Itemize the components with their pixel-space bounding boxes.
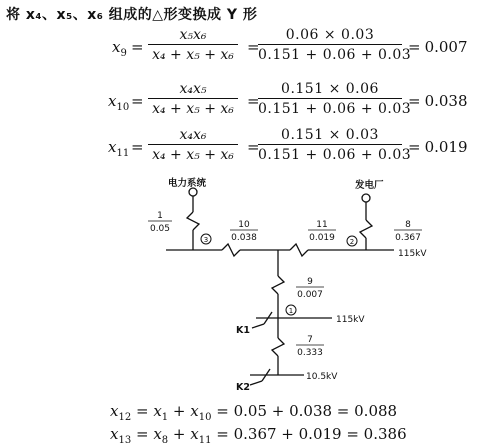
symbolic-fraction: $\frac{\text{x₅x₆}}{\text{x₄ + x₅ + x₆}}$ [148, 27, 238, 63]
fault-k1-label: K1 [236, 325, 250, 336]
equation-x12-expr: = 0.05 + 0.038 = 0.088 [216, 402, 398, 420]
numeric-fraction: $\frac{0.06 \times 0.03}{0.151 + 0.06 + 0.03}$ [258, 27, 412, 63]
impedance-x7-icon [272, 338, 284, 356]
impedance-x1-icon [187, 212, 199, 230]
node-1-label: 1 [288, 307, 294, 315]
equation-x9: $x_9$ = $\frac{\text{x₅x₆}}{\text{x₄ + x₅ + x₆}}$ = $\frac{0.06 \times 0.03}{0.151 + 0.06 + 0.03}$ = 0.007 [112, 27, 468, 63]
power-system-source-icon [189, 188, 197, 196]
equation-x13: $x_{13} = x_8 + x_{11} = 0.367 + 0.019 = 0.386$ [110, 425, 407, 446]
impedance-x9-icon [272, 276, 284, 294]
equivalent-circuit-diagram [0, 172, 492, 404]
eq-lhs-sub: 11 [116, 148, 130, 159]
power-system-label: 电力系统 [168, 178, 207, 189]
equation-x13-expr: = 0.367 + 0.019 = 0.386 [216, 425, 407, 443]
branch-1-value: 0.05 [149, 224, 171, 234]
power-plant-source-icon [362, 194, 370, 202]
branch-9-value: 0.007 [297, 290, 323, 300]
branch-11-number: 11 [316, 220, 328, 230]
branch-10-value: 0.038 [231, 233, 257, 243]
eq-lhs-var: x [108, 138, 117, 156]
section-heading: 将 x₄、x₅、x₆ 组成的△形变换成 Y 形 [6, 7, 258, 23]
eq-lhs-var: x [108, 92, 117, 110]
symbolic-fraction: $\frac{\text{x₄x₆}}{\text{x₄ + x₅ + x₆}}$ [148, 127, 238, 163]
branch-8-value: 0.367 [395, 233, 421, 243]
fault-k2-label: K2 [236, 382, 250, 393]
branch-9-number: 9 [307, 277, 313, 287]
equation-x11: $x_{11}$ = $\frac{\text{x₄x₆}}{\text{x₄ + x₅ + x₆}}$ = $\frac{0.151 \times 0.03}{0.151 + 0.06 + 0.03}$ = 0.019 [108, 127, 468, 163]
eq-result: 0.038 [424, 92, 468, 110]
branch-7-value: 0.333 [297, 348, 323, 358]
impedance-x8-icon [360, 220, 372, 238]
numeric-fraction: $\frac{0.151 \times 0.06}{0.151 + 0.06 + 0.03}$ [258, 81, 412, 117]
power-plant-label: 发电厂 [355, 180, 384, 191]
eq-result: 0.019 [424, 138, 468, 156]
bus-10-5kv-label: 10.5kV [306, 372, 338, 382]
impedance-x10-icon [222, 244, 240, 256]
branch-7-number: 7 [307, 335, 313, 345]
branch-1-number: 1 [157, 211, 163, 221]
equation-x12: $x_{12} = x_1 + x_{10} = 0.05 + 0.038 = 0.088$ [110, 402, 398, 423]
bus-115kv-top-label: 115kV [398, 249, 427, 259]
numeric-fraction: $\frac{0.151 \times 0.03}{0.151 + 0.06 + 0.03}$ [258, 127, 412, 163]
symbolic-fraction: $\frac{\text{x₄x₅}}{\text{x₄ + x₅ + x₆}}$ [148, 81, 238, 117]
eq-lhs-var: x [112, 38, 121, 56]
equation-x10: $x_{10}$ = $\frac{\text{x₄x₅}}{\text{x₄ + x₅ + x₆}}$ = $\frac{0.151 \times 0.06}{0.151 + 0.06 + 0.03}$ = 0.038 [108, 81, 468, 117]
impedance-x11-icon [290, 244, 308, 256]
branch-11-value: 0.019 [309, 233, 335, 243]
branch-10-number: 10 [238, 220, 250, 230]
node-2-label: 2 [349, 238, 355, 246]
eq-result: 0.007 [424, 38, 468, 56]
bus-115kv-mid-label: 115kV [336, 315, 365, 325]
eq-lhs-sub: 10 [116, 102, 130, 113]
node-3-label: 3 [203, 236, 209, 244]
branch-8-number: 8 [405, 220, 411, 230]
eq-lhs-sub: 9 [120, 48, 127, 59]
